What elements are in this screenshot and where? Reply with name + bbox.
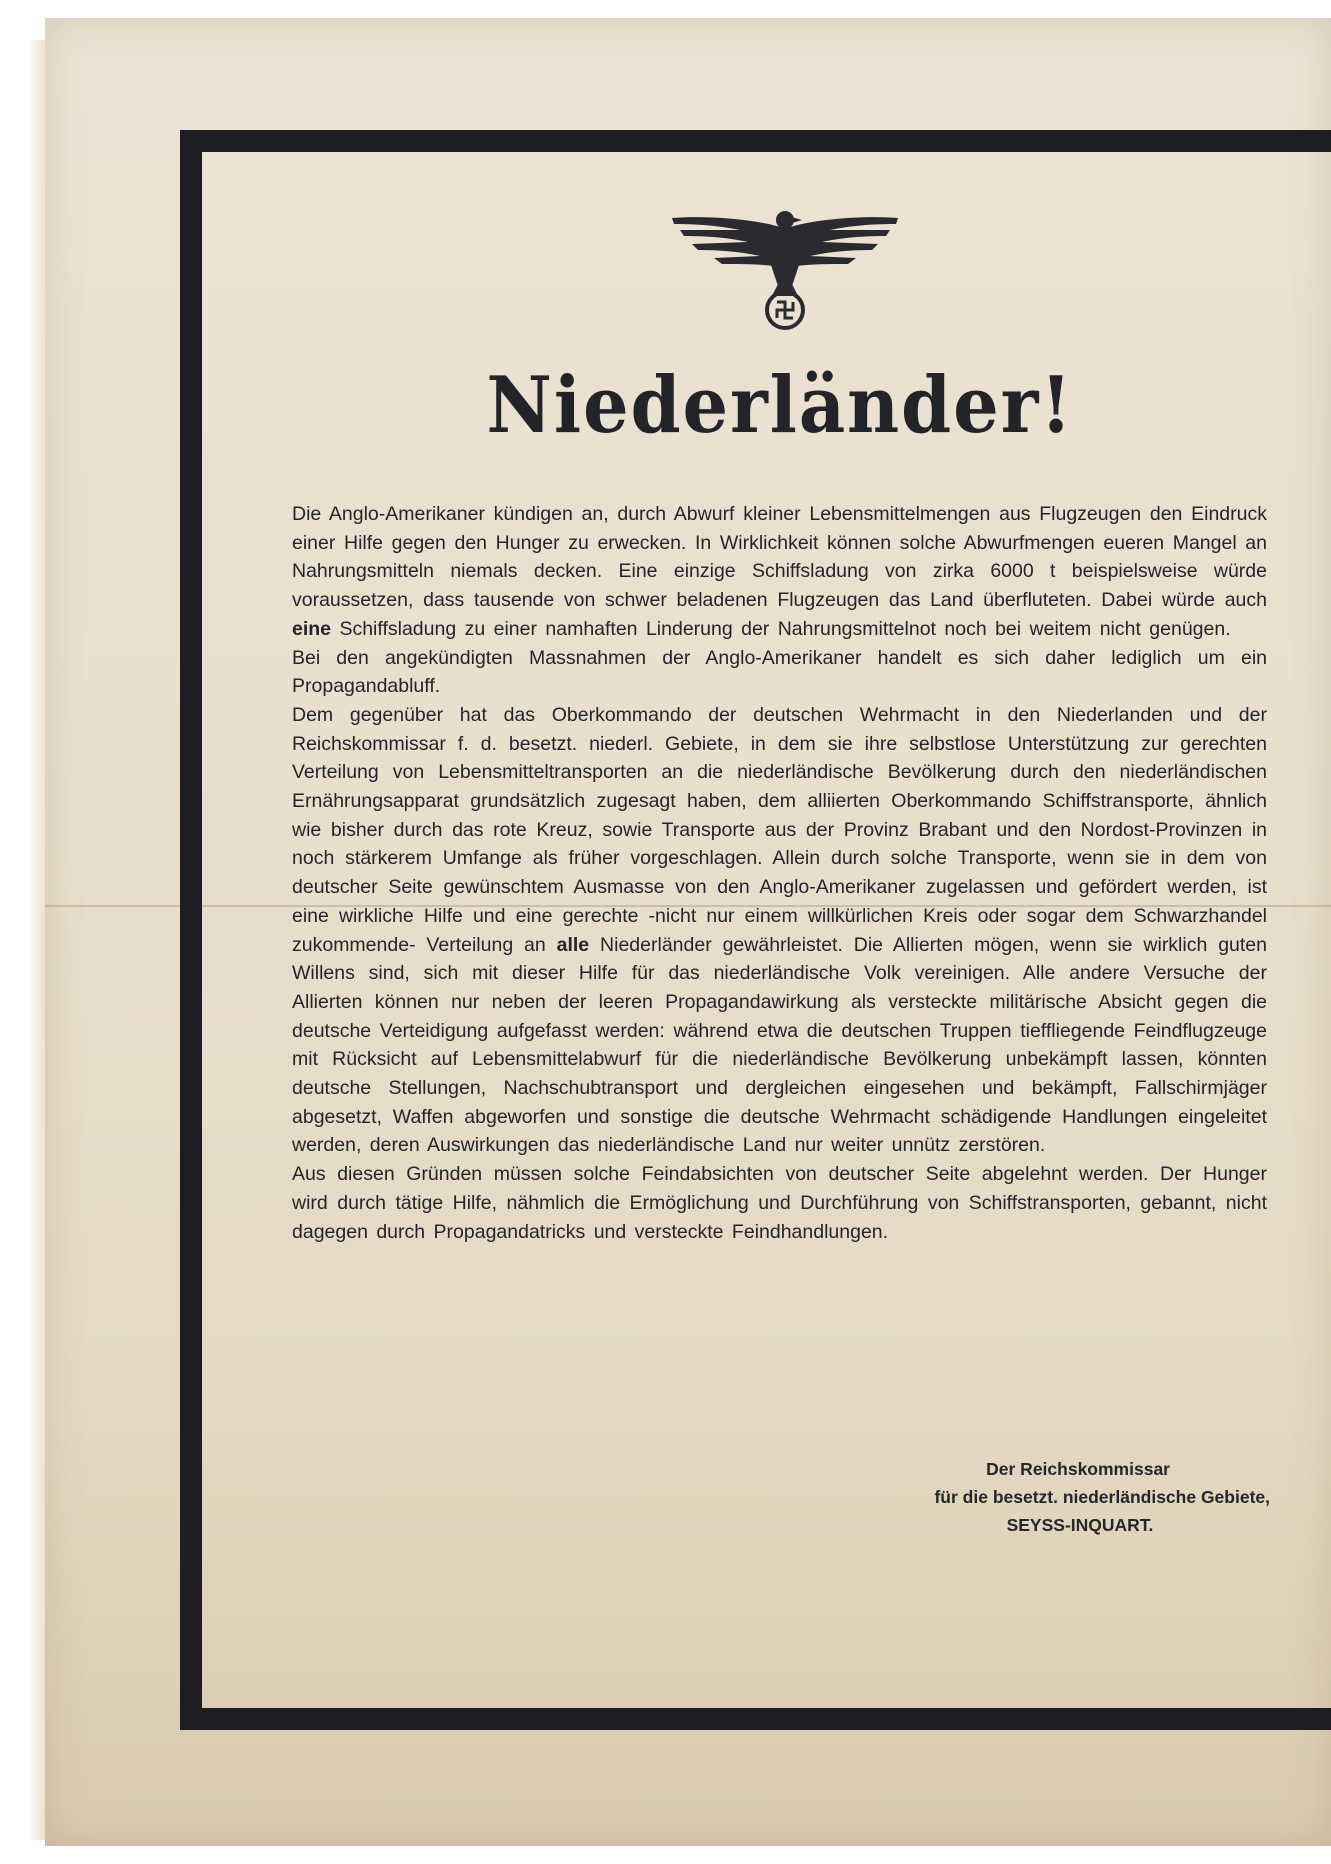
signature-title: Der Reichskommissar: [986, 1459, 1170, 1479]
paragraph-3: [292, 701, 1267, 1160]
signature-name: SEYSS-INQUART.: [1006, 1515, 1154, 1535]
signature-block: [830, 1455, 1270, 1539]
paragraph-3-text-start: Dem gegenüber hat das Oberkommando der deutschen Wehrmacht in den Niederlanden und der Reichskommissar f. d. besetzt. niederl. Gebiete, in dem sie ihre selbstlose Unterstützung zur gerechten Verteilung von Lebensmitteltransporten an die niederländische Bevölkerung durch den niederländischen Ernährungsapparat grundsätzlich zugesagt haben, dem alliierten Oberkommando Schiffstransporte, ähnlich wie bisher durch das rote Kreuz, sowie Transporte aus der Provinz Brabant und den Nordost-Provinzen in noch stärkerem Umfange als früher vorgeschlagen. Allein durch solche Transporte, wenn sie in dem von deutscher Seite gewünschtem Ausmasse von den Anglo-Amerikaner zugelassen und gefördert werden, ist eine wirkliche Hilfe und eine gerechte -nicht nur einem willkürlichen Kreis oder sogar dem Schwarzhandel zukommende- Verteilung an: [292, 703, 1267, 956]
paragraph-3-emphasis: alle: [556, 933, 590, 956]
paragraph-1-text-end: Schiffsladung zu einer namhaften Linderung der Nahrungsmittelnot noch bei weitem nicht genügen.: [331, 617, 1231, 640]
poster-body: [292, 500, 1267, 1246]
paragraph-3-text-end: Niederländer gewährleistet. Die Allierten mögen, wenn sie wirklich guten Willens sind, sich mit dieser Hilfe für das niederländische Volk vereinigen. Alle andere Versuche der Allierten können nur neben der leeren Propagandawirkung als versteckte militärische Absicht gegen die deutsche Verteidigung aufgefasst werden: während etwa die deutschen Truppen tieffliegende Feindflugzeuge mit Rücksicht auf Lebensmittelabwurf für die niederländische Bevölkerung unbekämpft lassen, könnten deutsche Stellungen, Nachschubtransport und dergleichen eingesehen und bekämpft, Fallschirmjäger abgesetzt, Waffen abgeworfen und sonstige die deutsche Wehrmacht schädigende Handlungen eingeleitet werden, deren Auswirkungen das niederländische Land nur weiter unnütz zerstören.: [292, 933, 1267, 1157]
poster-headline: Niederländer!: [486, 360, 1074, 451]
paragraph-1: [292, 500, 1267, 644]
paragraph-4: Aus diesen Gründen müssen solche Feindabsichten von deutscher Seite abgelehnt werden. Der Hunger wird durch tätige Hilfe, nähmlich die Ermöglichung und Durchführung von Schiffstransporten, gebannt, nicht dagegen durch Propagandatricks und versteckte Feindhandlungen.: [292, 1163, 1267, 1243]
paragraph-1-emphasis: eine: [292, 617, 332, 640]
paragraph-1-text-start: Die Anglo-Amerikaner kündigen an, durch Abwurf kleiner Lebensmittelmengen aus Flugzeugen den Eindruck einer Hilfe gegen den Hunger zu erwecken. In Wirklichkeit können solche Abwurfmengen eueren Mangel an Nahrungsmitteln niemals decken. Eine einzige Schiffsladung von zirka 6000 t beispielsweise würde voraussetzen, dass tausende von schwer beladenen Flugzeugen das Land überfluteten. Dabei würde auch: [292, 503, 1267, 612]
paragraph-2: Bei den angekündigten Massnahmen der Anglo-Amerikaner handelt es sich daher lediglich um ein Propagandabluff.: [292, 646, 1267, 698]
signature-subtitle: für die besetzt. niederländische Gebiete,: [934, 1487, 1270, 1507]
eagle-emblem-icon: [670, 200, 900, 330]
